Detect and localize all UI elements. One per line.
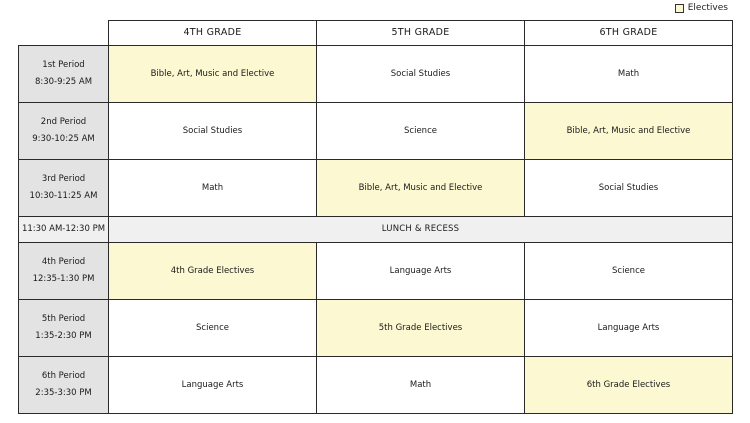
period-time-cell: [18, 159, 109, 217]
period-time: 12:35-1:30 PM: [32, 274, 95, 284]
class-cell-4th-grade: Bible, Art, Music and Elective: [108, 45, 317, 103]
column-header-6th-grade: 6TH GRADE: [524, 20, 733, 46]
class-cell-6th-grade: Bible, Art, Music and Elective: [524, 102, 733, 160]
lunch-time-cell: 11:30 AM-12:30 PM: [18, 216, 109, 243]
legend: [675, 3, 728, 13]
period-time: 8:30-9:25 AM: [34, 77, 93, 87]
grid-corner: [18, 20, 109, 46]
class-cell-5th-grade: Science: [316, 102, 525, 160]
period-time-cell: [18, 102, 109, 160]
class-cell-5th-grade: Language Arts: [316, 242, 525, 300]
period-label: 6th Period: [41, 371, 86, 382]
period-time: 2:35-3:30 PM: [35, 388, 92, 398]
period-time-cell: [18, 242, 109, 300]
period-label: 2nd Period: [40, 117, 87, 128]
class-cell-6th-grade: Math: [524, 45, 733, 103]
schedule-grid: [18, 20, 732, 413]
period-time: 10:30-11:25 AM: [29, 191, 98, 201]
period-time: 1:35-2:30 PM: [35, 331, 92, 341]
class-cell-6th-grade: Social Studies: [524, 159, 733, 217]
period-time-cell: [18, 45, 109, 103]
class-cell-5th-grade: Social Studies: [316, 45, 525, 103]
lunch-recess-cell: LUNCH & RECESS: [108, 216, 733, 243]
legend-label: Electives: [687, 3, 728, 13]
class-cell-5th-grade: Bible, Art, Music and Elective: [316, 159, 525, 217]
period-label: 4th Period: [41, 257, 86, 268]
period-time-cell: [18, 299, 109, 357]
class-cell-6th-grade: 6th Grade Electives: [524, 356, 733, 414]
period-time-cell: [18, 356, 109, 414]
class-cell-4th-grade: Science: [108, 299, 317, 357]
class-cell-5th-grade: Math: [316, 356, 525, 414]
class-cell-6th-grade: Language Arts: [524, 299, 733, 357]
period-time: 9:30-10:25 AM: [32, 134, 95, 144]
legend-swatch: [675, 4, 684, 13]
period-label: 1st Period: [42, 60, 85, 71]
class-cell-4th-grade: Math: [108, 159, 317, 217]
class-cell-4th-grade: 4th Grade Electives: [108, 242, 317, 300]
column-header-4th-grade: 4TH GRADE: [108, 20, 317, 46]
class-cell-4th-grade: Language Arts: [108, 356, 317, 414]
class-cell-5th-grade: 5th Grade Electives: [316, 299, 525, 357]
column-header-5th-grade: 5TH GRADE: [316, 20, 525, 46]
class-cell-6th-grade: Science: [524, 242, 733, 300]
class-cell-4th-grade: Social Studies: [108, 102, 317, 160]
period-label: 5th Period: [41, 314, 86, 325]
period-label: 3rd Period: [41, 174, 86, 185]
